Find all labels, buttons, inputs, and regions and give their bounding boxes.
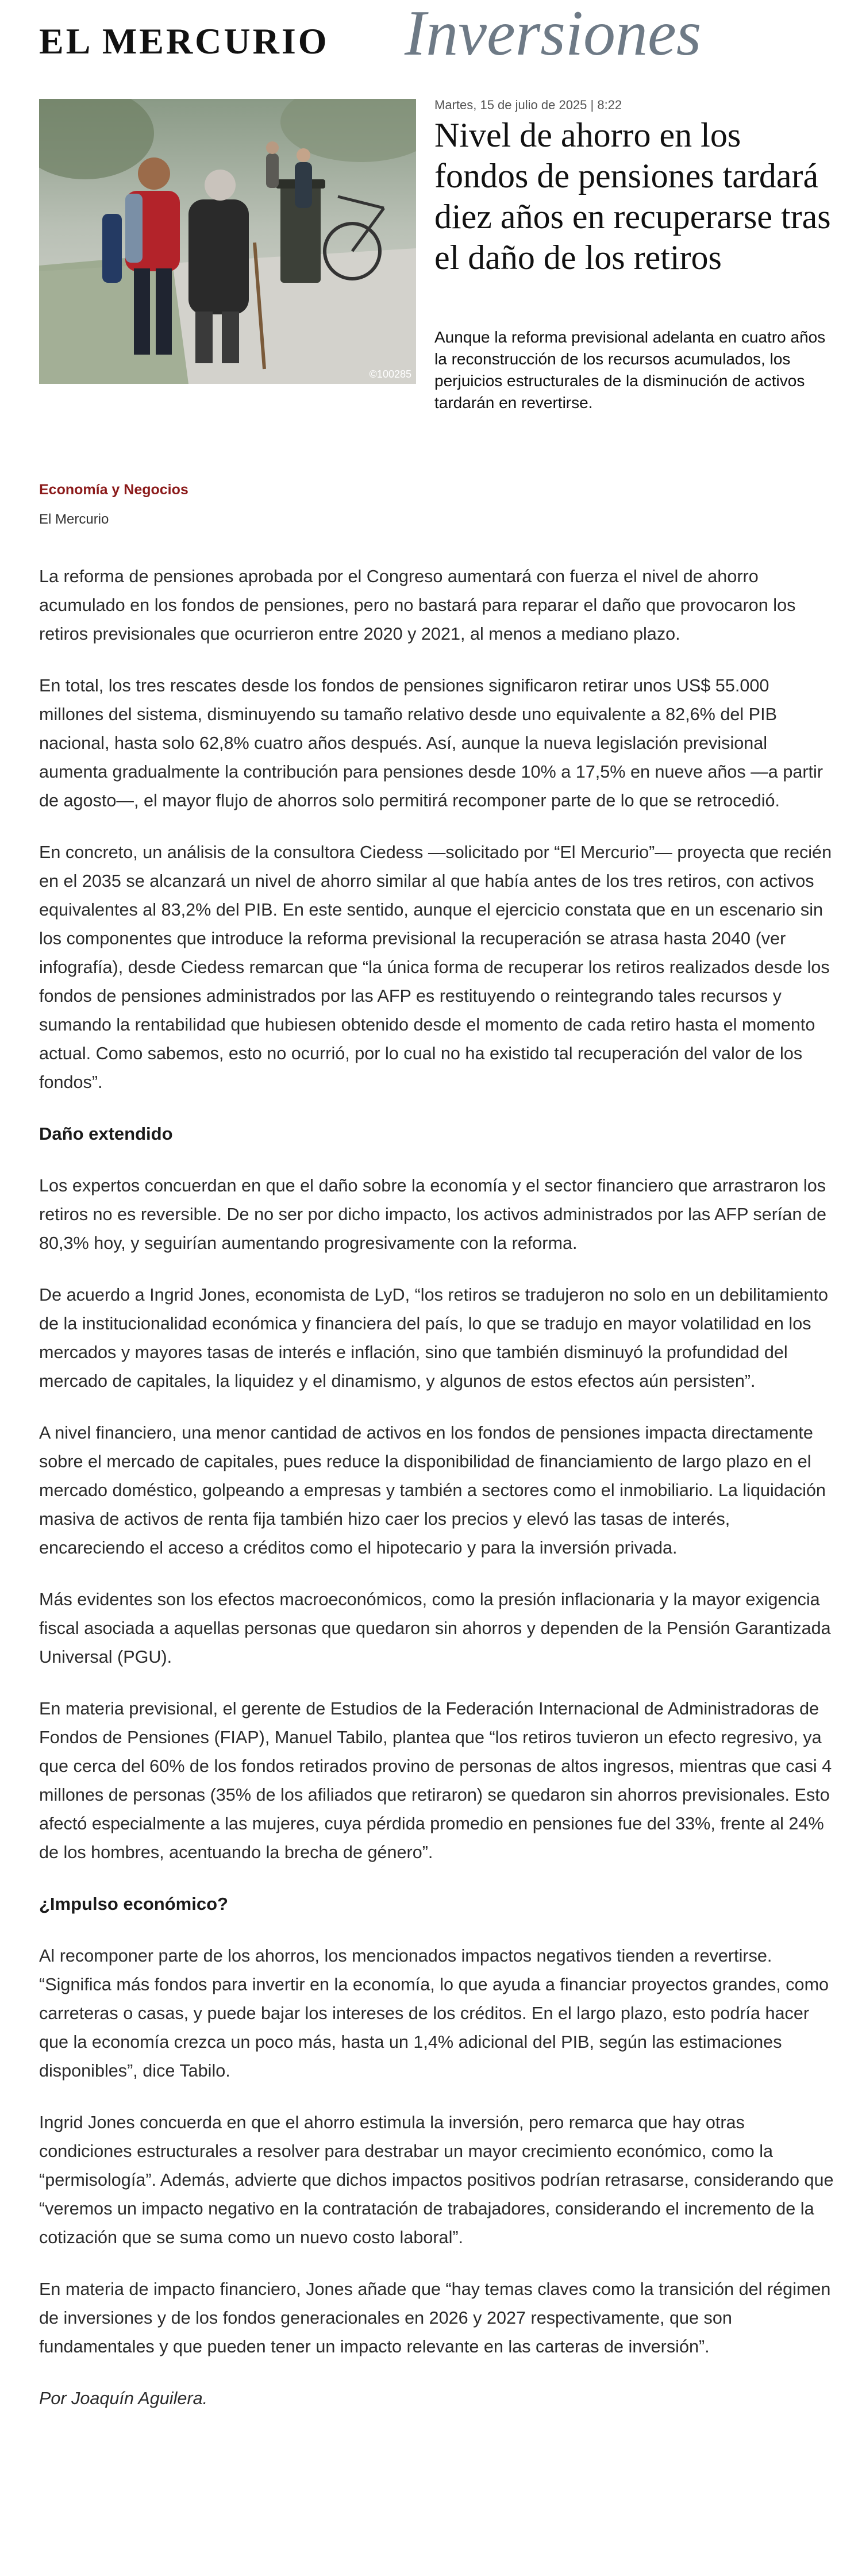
- article-lead: Aunque la reforma previsional adelanta en cuatro años la reconstrucción de los recursos acumulados, los perjuicios estructurales de la disminución de activos tardarán en revertirse.: [434, 328, 826, 412]
- paragraph: En materia de impacto financiero, Jones añade que “hay temas claves como la transición del régimen de inversiones y de los fondos generacionales en 2026 y 2027 respectivamente, que son fundamentales y que pueden tener un impacto relevante en las carteras de inversión”.: [39, 2279, 831, 2356]
- paragraph: En total, los tres rescates desde los fondos de pensiones significaron retirar unos US$ 55.000 millones del sistema, disminuyendo su tamaño relativo desde uno equivalente a 82,6% del PIB nacional, hasta solo 62,8% cuatro años después. Así, aunque la nueva legislación previsional aumenta gradualmente la contribución para pensiones desde 10% a 17,5% en nueve años —a partir de agosto—, el mayor flujo de ahorros solo permitirá recomponer parte de lo que se retrocedió.: [39, 676, 823, 810]
- hero-photo-illustration: [39, 99, 416, 384]
- paragraph: De acuerdo a Ingrid Jones, economista de LyD, “los retiros se tradujeron no solo en un debilitamiento de la institucionalidad económica y financiera del país, lo que se tradujo en mayor volatilidad en los mercados y mayores tasas de interés e inflación, sino que también disminuyó la profundidad del mercado de capitales, la liquidez y el dinamismo, y algunos de estos efectos aún persisten”.: [39, 1285, 828, 1391]
- paragraph: La reforma de pensiones aprobada por el Congreso aumentará con fuerza el nivel de ahorro acumulado en los fondos de pensiones, pero no bastará para reparar el daño que provocaron los retiros previsionales que ocurrieron entre 2020 y 2021, al menos a mediano plazo.: [39, 567, 796, 644]
- article-date: Martes, 15 de julio de 2025 | 8:22: [434, 98, 622, 112]
- photo-credit: ©100285: [369, 368, 411, 380]
- subheading: ¿Impulso económico?: [39, 1894, 228, 1914]
- category-link[interactable]: Economía y Negocios: [39, 482, 188, 498]
- paragraph: Más evidentes son los efectos macroeconómicos, como la presión inflacionaria y la mayor exigencia fiscal asociada a aquellas personas que quedaron sin ahorros y dependen de la Pensión Garantizada Universal (PGU).: [39, 1590, 831, 1667]
- paragraph: En materia previsional, el gerente de Estudios de la Federación Internacional de Administradoras de Fondos de Pensiones (FIAP), Manuel Tabilo, plantea que “los retiros tuvieron un efecto regresivo, ya que cerca del 60% de los fondos retirados provino de personas de altos ingresos, mientras que casi 4 millones de personas (35% de los afiliados que retiraron) se quedaron sin ahorros previsionales. Esto afectó especialmente a las mujeres, cuya pérdida promedio en pensiones fue del 33%, frente al 24% de los hombres, acentuando la brecha de género”.: [39, 1699, 832, 1862]
- paragraph: Ingrid Jones concuerda en que el ahorro estimula la inversión, pero remarca que hay otras condiciones estructurales a resolver para destrabar un mayor crecimiento económico, como la “permisología”. Además, advierte que dichos impactos positivos podrían retrasarse, considerando que “veremos un impacto negativo en la contratación de trabajadores, considerando el incremento de la cotización que se suma como un nuevo costo laboral”.: [39, 2113, 834, 2247]
- paragraph: A nivel financiero, una menor cantidad de activos en los fondos de pensiones impacta directamente sobre el mercado de capitales, pues reduce la disponibilidad de financiamiento de largo plazo en el mercado doméstico, golpeando a empresas y también a sectores como el inmobiliario. La liquidación masiva de activos de renta fija también hizo caer los precios y elevó las tasas de interés, encareciendo el acceso a créditos como el hipotecario y para la inversión privada.: [39, 1423, 826, 1558]
- paragraph: Los expertos concuerdan en que el daño sobre la economía y el sector financiero que arrastraron los retiros no es reversible. De no ser por dicho impacto, los activos administrados por las AFP serían de 80,3% hoy, y seguirían aumentando progresivamente con la reforma.: [39, 1176, 826, 1253]
- paragraph: Al recomponer parte de los ahorros, los mencionados impactos negativos tienden a revertirse. “Significa más fondos para invertir en la economía, lo que ayuda a financiar proyectos grandes, como carreteras o casas, y puede bajar los intereses de los créditos. En el largo plazo, esto podría hacer que la economía crezca un poco más, hasta un 1,4% adicional del PIB, según las estimaciones disponibles”, dice Tabilo.: [39, 1946, 829, 2081]
- article-source: El Mercurio: [39, 512, 109, 527]
- article-headline: Nivel de ahorro en los fondos de pensiones tardará diez años en recuperarse tras el daño de los retiros: [434, 116, 831, 276]
- byline: Por Joaquín Aguilera.: [39, 2389, 208, 2408]
- hero-photo: [39, 99, 416, 384]
- paragraph: En concreto, un análisis de la consultora Ciedess —solicitado por “El Mercurio”— proyecta que recién en el 2035 se alcanzará un nivel de ahorro similar al que había antes de los tres retiros, con activos equivalentes al 83,2% del PIB. En este sentido, aunque el ejercicio constata que en un escenario sin los componentes que introduce la reforma previsional la recuperación se atrasa hasta 2040 (ver infografía), desde Ciedess remarcan que “la única forma de recuperar los retiros realizados desde los fondos de pensiones administrados por las AFP es restituyendo o reintegrando tales recursos y sumando la rentabilidad que hubiesen obtenido desde el momento de cada retiro hasta el momento actual. Como sabemos, esto no ocurrió, por lo cual no ha existido tal recuperación del valor de los fondos”.: [39, 843, 832, 1092]
- masthead: [39, 0, 839, 69]
- section-title[interactable]: Inversiones: [405, 0, 702, 69]
- subheading: Daño extendido: [39, 1124, 173, 1144]
- article-body: [39, 562, 837, 2436]
- brand-logo[interactable]: EL MERCURIO: [39, 21, 329, 61]
